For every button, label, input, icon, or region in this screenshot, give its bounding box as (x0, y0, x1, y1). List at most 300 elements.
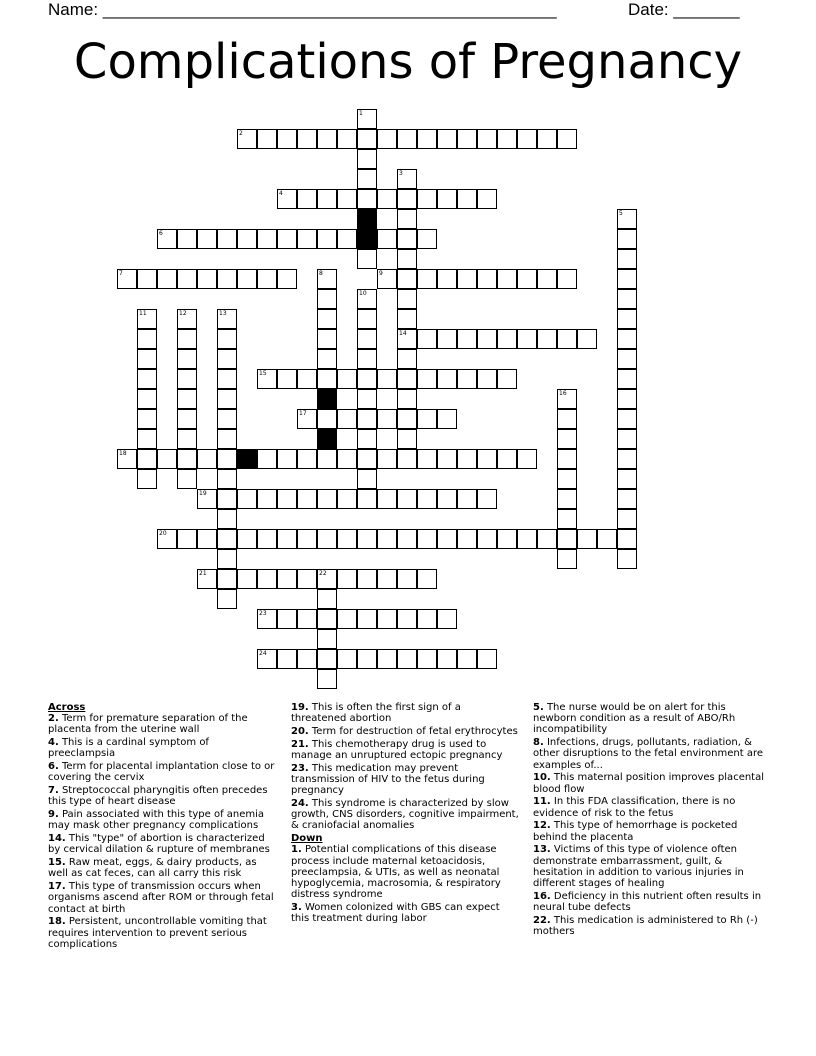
grid-cell[interactable] (297, 449, 317, 469)
grid-cell[interactable] (257, 489, 277, 509)
grid-cell[interactable] (417, 129, 437, 149)
grid-cell[interactable] (377, 569, 397, 589)
grid-cell[interactable] (217, 529, 237, 549)
grid-cell[interactable] (357, 649, 377, 669)
grid-cell[interactable] (477, 529, 497, 549)
grid-cell[interactable] (137, 309, 157, 329)
clue-label: 5. (533, 702, 544, 713)
grid-cell[interactable] (557, 129, 577, 149)
grid-cell[interactable] (457, 449, 477, 469)
clue-label: 12. (533, 820, 551, 832)
clue-number: 23 (259, 610, 267, 617)
grid-cell[interactable] (457, 489, 477, 509)
grid-cell[interactable] (297, 189, 317, 209)
grid-cell[interactable] (317, 449, 337, 469)
grid-cell[interactable] (557, 389, 577, 409)
grid-cell[interactable] (497, 529, 517, 549)
grid-cell[interactable] (357, 429, 377, 449)
grid-cell[interactable] (357, 109, 377, 129)
grid-cell[interactable] (277, 569, 297, 589)
grid-cell[interactable] (317, 489, 337, 509)
grid-cell[interactable] (377, 649, 397, 669)
grid-cell[interactable] (257, 529, 277, 549)
grid-cell[interactable] (177, 449, 197, 469)
grid-cell[interactable] (437, 329, 457, 349)
name-field-label[interactable]: Name: ________________________________________________ (48, 0, 557, 19)
grid-cell[interactable] (557, 529, 577, 549)
grid-cell[interactable] (497, 329, 517, 349)
grid-cell[interactable] (617, 329, 637, 349)
grid-cell[interactable] (337, 649, 357, 669)
grid-cell[interactable] (557, 509, 577, 529)
grid-cell[interactable] (277, 529, 297, 549)
grid-cell[interactable] (437, 409, 457, 429)
grid-cell[interactable] (357, 409, 377, 429)
grid-cell[interactable] (357, 129, 377, 149)
grid-cell[interactable] (337, 369, 357, 389)
clue-number: 13 (219, 310, 227, 317)
grid-cell[interactable] (277, 609, 297, 629)
grid-cell[interactable] (237, 269, 257, 289)
grid-cell[interactable] (437, 129, 457, 149)
black-cell (237, 449, 257, 469)
grid-cell[interactable] (217, 269, 237, 289)
grid-cell[interactable] (177, 269, 197, 289)
grid-cell[interactable] (357, 489, 377, 509)
grid-cell[interactable] (477, 269, 497, 289)
grid-cell[interactable] (357, 149, 377, 169)
grid-cell[interactable] (617, 369, 637, 389)
grid-cell[interactable] (557, 489, 577, 509)
grid-cell[interactable] (397, 389, 417, 409)
grid-cell[interactable] (417, 609, 437, 629)
clue-number: 12 (179, 310, 187, 317)
clue-text: This type of hemorrhage is pocketed behind the placenta (533, 820, 738, 843)
grid-cell[interactable] (417, 189, 437, 209)
grid-cell[interactable] (617, 269, 637, 289)
grid-cell[interactable] (357, 309, 377, 329)
grid-cell[interactable] (357, 389, 377, 409)
clue-number: 11 (139, 310, 147, 317)
across-clue (291, 763, 519, 797)
grid-cell[interactable] (317, 589, 337, 609)
grid-cell[interactable] (337, 409, 357, 429)
grid-cell[interactable] (237, 129, 257, 149)
grid-cell[interactable] (257, 609, 277, 629)
clue-text: This medication may prevent transmission of HIV to the fetus during pregnancy (291, 762, 485, 797)
grid-cell[interactable] (357, 349, 377, 369)
grid-cell[interactable] (397, 329, 417, 349)
grid-cell[interactable] (337, 529, 357, 549)
clue-number: 21 (199, 570, 207, 577)
grid-cell[interactable] (217, 469, 237, 489)
grid-cell[interactable] (297, 529, 317, 549)
clue-label: 7. (48, 785, 59, 797)
grid-cell[interactable] (437, 529, 457, 549)
grid-cell[interactable] (537, 529, 557, 549)
grid-cell[interactable] (137, 429, 157, 449)
grid-cell[interactable] (617, 409, 637, 429)
grid-cell[interactable] (377, 369, 397, 389)
grid-cell[interactable] (317, 409, 337, 429)
grid-cell[interactable] (617, 309, 637, 329)
grid-cell[interactable] (357, 449, 377, 469)
grid-cell[interactable] (297, 649, 317, 669)
grid-cell[interactable] (177, 389, 197, 409)
down-clue (533, 891, 768, 913)
grid-cell[interactable] (277, 649, 297, 669)
grid-cell[interactable] (197, 569, 217, 589)
grid-cell[interactable] (257, 229, 277, 249)
grid-cell[interactable] (517, 129, 537, 149)
grid-cell[interactable] (397, 369, 417, 389)
grid-cell[interactable] (177, 309, 197, 329)
grid-cell[interactable] (537, 329, 557, 349)
grid-cell[interactable] (257, 269, 277, 289)
grid-cell[interactable] (617, 389, 637, 409)
grid-cell[interactable] (197, 269, 217, 289)
grid-cell[interactable] (317, 229, 337, 249)
grid-cell[interactable] (297, 369, 317, 389)
grid-cell[interactable] (397, 229, 417, 249)
grid-cell[interactable] (117, 449, 137, 469)
grid-cell[interactable] (397, 249, 417, 269)
grid-cell[interactable] (417, 649, 437, 669)
grid-cell[interactable] (397, 309, 417, 329)
clue-text: This medication is administered to Rh (-) mothers (533, 914, 758, 938)
grid-cell[interactable] (557, 469, 577, 489)
grid-cell[interactable] (497, 449, 517, 469)
grid-cell[interactable] (337, 569, 357, 589)
grid-cell[interactable] (217, 409, 237, 429)
clue-label: 14. (48, 833, 66, 845)
grid-cell[interactable] (217, 429, 237, 449)
across-clue (48, 916, 278, 950)
grid-cell[interactable] (137, 269, 157, 289)
grid-cell[interactable] (617, 209, 637, 229)
grid-cell[interactable] (297, 569, 317, 589)
grid-cell[interactable] (217, 589, 237, 609)
grid-cell[interactable] (177, 349, 197, 369)
grid-cell[interactable] (617, 469, 637, 489)
grid-cell[interactable] (617, 429, 637, 449)
grid-cell[interactable] (257, 649, 277, 669)
grid-cell[interactable] (397, 189, 417, 209)
grid-cell[interactable] (197, 489, 217, 509)
grid-cell[interactable] (457, 269, 477, 289)
grid-cell[interactable] (277, 229, 297, 249)
grid-cell[interactable] (477, 189, 497, 209)
grid-cell[interactable] (397, 269, 417, 289)
clues-column-3 (533, 702, 768, 939)
grid-cell[interactable] (377, 409, 397, 429)
grid-cell[interactable] (317, 609, 337, 629)
grid-cell[interactable] (357, 609, 377, 629)
clue-text: This "type" of abortion is characterized by cervical dilation & rupture of membranes (48, 833, 270, 856)
grid-cell[interactable] (317, 369, 337, 389)
grid-cell[interactable] (177, 469, 197, 489)
grid-cell[interactable] (137, 369, 157, 389)
grid-cell[interactable] (377, 609, 397, 629)
grid-cell[interactable] (617, 249, 637, 269)
grid-cell[interactable] (297, 609, 317, 629)
grid-cell[interactable] (557, 409, 577, 429)
clue-label: 24. (291, 798, 309, 809)
grid-cell[interactable] (357, 529, 377, 549)
grid-cell[interactable] (437, 449, 457, 469)
grid-cell[interactable] (437, 609, 457, 629)
grid-cell[interactable] (157, 229, 177, 249)
grid-cell[interactable] (377, 489, 397, 509)
clue-number: 3 (399, 170, 403, 177)
grid-cell[interactable] (137, 389, 157, 409)
grid-cell[interactable] (197, 229, 217, 249)
grid-cell[interactable] (377, 229, 397, 249)
grid-cell[interactable] (617, 449, 637, 469)
grid-cell[interactable] (317, 189, 337, 209)
grid-cell[interactable] (257, 369, 277, 389)
grid-cell[interactable] (397, 609, 417, 629)
grid-cell[interactable] (357, 329, 377, 349)
grid-cell[interactable] (517, 449, 537, 469)
grid-cell[interactable] (477, 649, 497, 669)
grid-cell[interactable] (537, 129, 557, 149)
grid-cell[interactable] (597, 529, 617, 549)
grid-cell[interactable] (417, 489, 437, 509)
grid-cell[interactable] (317, 529, 337, 549)
grid-cell[interactable] (397, 489, 417, 509)
grid-cell[interactable] (477, 449, 497, 469)
grid-cell[interactable] (317, 329, 337, 349)
grid-cell[interactable] (177, 369, 197, 389)
grid-cell[interactable] (237, 229, 257, 249)
clue-number: 16 (559, 390, 567, 397)
grid-cell[interactable] (377, 269, 397, 289)
grid-cell[interactable] (277, 449, 297, 469)
grid-cell[interactable] (477, 489, 497, 509)
grid-cell[interactable] (457, 529, 477, 549)
grid-cell[interactable] (117, 269, 137, 289)
grid-cell[interactable] (377, 449, 397, 469)
grid-cell[interactable] (517, 529, 537, 549)
grid-cell[interactable] (217, 329, 237, 349)
grid-cell[interactable] (157, 449, 177, 469)
grid-cell[interactable] (137, 349, 157, 369)
clue-label: 10. (533, 772, 551, 784)
down-clue (533, 702, 768, 736)
grid-cell[interactable] (557, 429, 577, 449)
grid-cell[interactable] (217, 369, 237, 389)
grid-cell[interactable] (517, 269, 537, 289)
grid-cell[interactable] (477, 329, 497, 349)
grid-cell[interactable] (497, 129, 517, 149)
grid-cell[interactable] (317, 629, 337, 649)
grid-cell[interactable] (377, 529, 397, 549)
grid-cell[interactable] (297, 229, 317, 249)
clue-text: Potential complications of this disease process include maternal ketoacidosis, preeclampsia, & UTIs, as well as neonatal hypoglycemia, macrosomia, & respiratory distress syndrome (291, 844, 501, 901)
grid-cell[interactable] (557, 549, 577, 569)
grid-cell[interactable] (577, 529, 597, 549)
grid-cell[interactable] (377, 189, 397, 209)
grid-cell[interactable] (617, 549, 637, 569)
grid-cell[interactable] (337, 609, 357, 629)
grid-cell[interactable] (197, 529, 217, 549)
grid-cell[interactable] (317, 309, 337, 329)
grid-cell[interactable] (397, 569, 417, 589)
grid-cell[interactable] (617, 229, 637, 249)
grid-cell[interactable] (557, 329, 577, 349)
grid-cell[interactable] (317, 669, 337, 689)
grid-cell[interactable] (397, 529, 417, 549)
grid-cell[interactable] (397, 429, 417, 449)
grid-cell[interactable] (357, 189, 377, 209)
grid-cell[interactable] (397, 129, 417, 149)
grid-cell[interactable] (457, 329, 477, 349)
clue-number: 6 (159, 230, 163, 237)
grid-cell[interactable] (177, 329, 197, 349)
grid-cell[interactable] (417, 369, 437, 389)
grid-cell[interactable] (417, 269, 437, 289)
grid-cell[interactable] (557, 449, 577, 469)
grid-cell[interactable] (497, 369, 517, 389)
down-clue (533, 820, 768, 842)
grid-cell[interactable] (417, 529, 437, 549)
grid-cell[interactable] (217, 489, 237, 509)
grid-cell[interactable] (217, 389, 237, 409)
grid-cell[interactable] (177, 429, 197, 449)
grid-cell[interactable] (257, 449, 277, 469)
clue-number: 8 (319, 270, 323, 277)
clue-label: 2. (48, 713, 59, 725)
grid-cell[interactable] (177, 229, 197, 249)
grid-cell[interactable] (397, 409, 417, 429)
grid-cell[interactable] (237, 529, 257, 549)
grid-cell[interactable] (397, 289, 417, 309)
grid-cell[interactable] (437, 269, 457, 289)
grid-cell[interactable] (357, 369, 377, 389)
grid-cell[interactable] (557, 269, 577, 289)
grid-cell[interactable] (317, 569, 337, 589)
grid-cell[interactable] (277, 489, 297, 509)
grid-cell[interactable] (277, 129, 297, 149)
grid-cell[interactable] (297, 129, 317, 149)
grid-cell[interactable] (457, 129, 477, 149)
grid-cell[interactable] (517, 329, 537, 349)
grid-cell[interactable] (617, 349, 637, 369)
grid-cell[interactable] (317, 289, 337, 309)
grid-cell[interactable] (417, 329, 437, 349)
grid-cell[interactable] (277, 369, 297, 389)
grid-cell[interactable] (257, 569, 277, 589)
grid-cell[interactable] (357, 469, 377, 489)
grid-cell[interactable] (357, 169, 377, 189)
grid-cell[interactable] (357, 249, 377, 269)
grid-cell[interactable] (157, 269, 177, 289)
grid-cell[interactable] (337, 489, 357, 509)
grid-cell[interactable] (177, 409, 197, 429)
grid-cell[interactable] (337, 229, 357, 249)
grid-cell[interactable] (217, 509, 237, 529)
grid-cell[interactable] (417, 409, 437, 429)
grid-cell[interactable] (277, 189, 297, 209)
grid-cell[interactable] (617, 489, 637, 509)
grid-cell[interactable] (457, 369, 477, 389)
grid-cell[interactable] (357, 289, 377, 309)
grid-cell[interactable] (217, 349, 237, 369)
across-clue (48, 833, 278, 855)
clue-number: 15 (259, 370, 267, 377)
grid-cell[interactable] (137, 449, 157, 469)
grid-cell[interactable] (357, 569, 377, 589)
grid-cell[interactable] (397, 169, 417, 189)
grid-cell[interactable] (257, 129, 277, 149)
grid-cell[interactable] (457, 189, 477, 209)
grid-cell[interactable] (297, 489, 317, 509)
grid-cell[interactable] (377, 129, 397, 149)
clue-text: This type of transmission occurs when organisms ascend after ROM or through fetal contact at birth (48, 881, 274, 915)
grid-cell[interactable] (417, 449, 437, 469)
grid-cell[interactable] (437, 369, 457, 389)
grid-cell[interactable] (437, 489, 457, 509)
grid-cell[interactable] (397, 349, 417, 369)
grid-cell[interactable] (277, 269, 297, 289)
grid-cell[interactable] (397, 649, 417, 669)
grid-cell[interactable] (477, 129, 497, 149)
clue-text: Deficiency in this nutrient often results in neural tube defects (533, 890, 762, 914)
clues-column-1 (48, 702, 278, 952)
date-field-label[interactable]: Date: _______ (628, 0, 740, 19)
grid-cell[interactable] (617, 509, 637, 529)
grid-cell[interactable] (477, 369, 497, 389)
clue-label: 19. (291, 702, 309, 713)
grid-cell[interactable] (437, 649, 457, 669)
grid-cell[interactable] (137, 469, 157, 489)
grid-cell[interactable] (497, 269, 517, 289)
grid-cell[interactable] (197, 449, 217, 469)
grid-cell[interactable] (297, 409, 317, 429)
grid-cell[interactable] (617, 289, 637, 309)
grid-cell[interactable] (137, 329, 157, 349)
grid-cell[interactable] (397, 449, 417, 469)
grid-cell[interactable] (417, 569, 437, 589)
grid-cell[interactable] (177, 529, 197, 549)
grid-cell[interactable] (317, 349, 337, 369)
grid-cell[interactable] (337, 189, 357, 209)
grid-cell[interactable] (457, 649, 477, 669)
grid-cell[interactable] (437, 189, 457, 209)
grid-cell[interactable] (137, 409, 157, 429)
grid-cell[interactable] (337, 129, 357, 149)
grid-cell[interactable] (577, 329, 597, 349)
grid-cell[interactable] (537, 269, 557, 289)
grid-cell[interactable] (217, 309, 237, 329)
grid-cell[interactable] (217, 549, 237, 569)
grid-cell[interactable] (217, 449, 237, 469)
grid-cell[interactable] (217, 569, 237, 589)
grid-cell[interactable] (317, 129, 337, 149)
grid-cell[interactable] (237, 569, 257, 589)
grid-cell[interactable] (217, 229, 237, 249)
grid-cell[interactable] (417, 229, 437, 249)
grid-cell[interactable] (397, 209, 417, 229)
grid-cell[interactable] (337, 449, 357, 469)
grid-cell[interactable] (157, 529, 177, 549)
grid-cell[interactable] (617, 529, 637, 549)
grid-cell[interactable] (237, 489, 257, 509)
grid-cell[interactable] (317, 269, 337, 289)
page-title: Complications of Pregnancy (73, 34, 743, 90)
grid-cell[interactable] (317, 649, 337, 669)
